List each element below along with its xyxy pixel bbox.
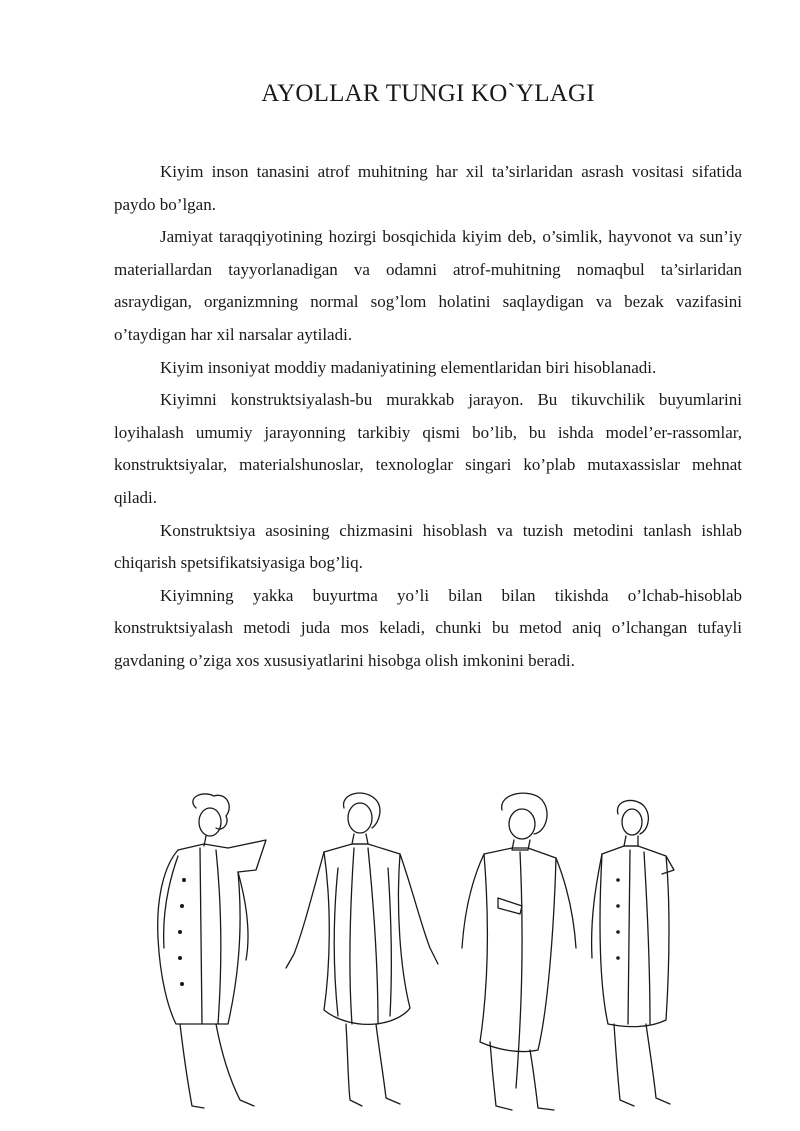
paragraph-4: Kiyimni konstruktsiyalash-bu murakkab jarayon. Bu tikuvchilik buyumlarini loyihalash umumiy jarayonning tarkibiy qismi bo’lib, bu ishda model’er-rassomlar, konstruktsiyalar, materialshunoslar, texnologlar singari ko’plab mutaxassislar mehnat qiladi.: [114, 390, 742, 507]
paragraph-3: Kiyim insoniyat moddiy madaniyatining elementlaridan biri hisoblanadi.: [160, 357, 657, 377]
fashion-figure-2: [286, 793, 438, 1106]
page-title: AYOLLAR TUNGI KO`YLAGI: [261, 80, 595, 107]
fashion-figure-3: [462, 793, 576, 1110]
paragraph-2: Jamiyat taraqqiyotining hozirgi bosqichida kiyim deb, o’simlik, hayvonot va sun’iy materiallardan tayyorlanadigan va odamni atrof-muhitning nomaqbul ta’sirlaridan asraydigan, organizmning normal sog’lom holatini saqlaydigan va bezak vazifasini o’taydigan har xil narsalar aytiladi.: [114, 227, 742, 344]
fashion-sketch-svg: [118, 788, 698, 1118]
paragraph-6: Kiyimning yakka buyurtma yo’li bilan bilan tikishda o’lchab-hisoblab konstruktsiyalash metodi juda mos keladi, chunki bu metod aniq o’lchangan tufayli gavdaning o’ziga xos xususiyatlarini hisobga olish imkonini beradi.: [114, 585, 742, 670]
paragraph-5: Konstruktsiya asosining chizmasini hisoblash va tuzish metodini tanlash ishlab chiqarish spetsifikatsiyasiga bog’liq.: [114, 520, 742, 573]
paragraph-1: Kiyim inson tanasini atrof muhitning har xil ta’sirlaridan asrash vositasi sifatida paydo bo’lgan.: [114, 162, 742, 214]
fashion-sketch-illustration: [118, 788, 698, 1118]
document-body: [114, 156, 742, 678]
fashion-figure-4: [592, 800, 674, 1106]
fashion-figure-1: [158, 794, 266, 1108]
